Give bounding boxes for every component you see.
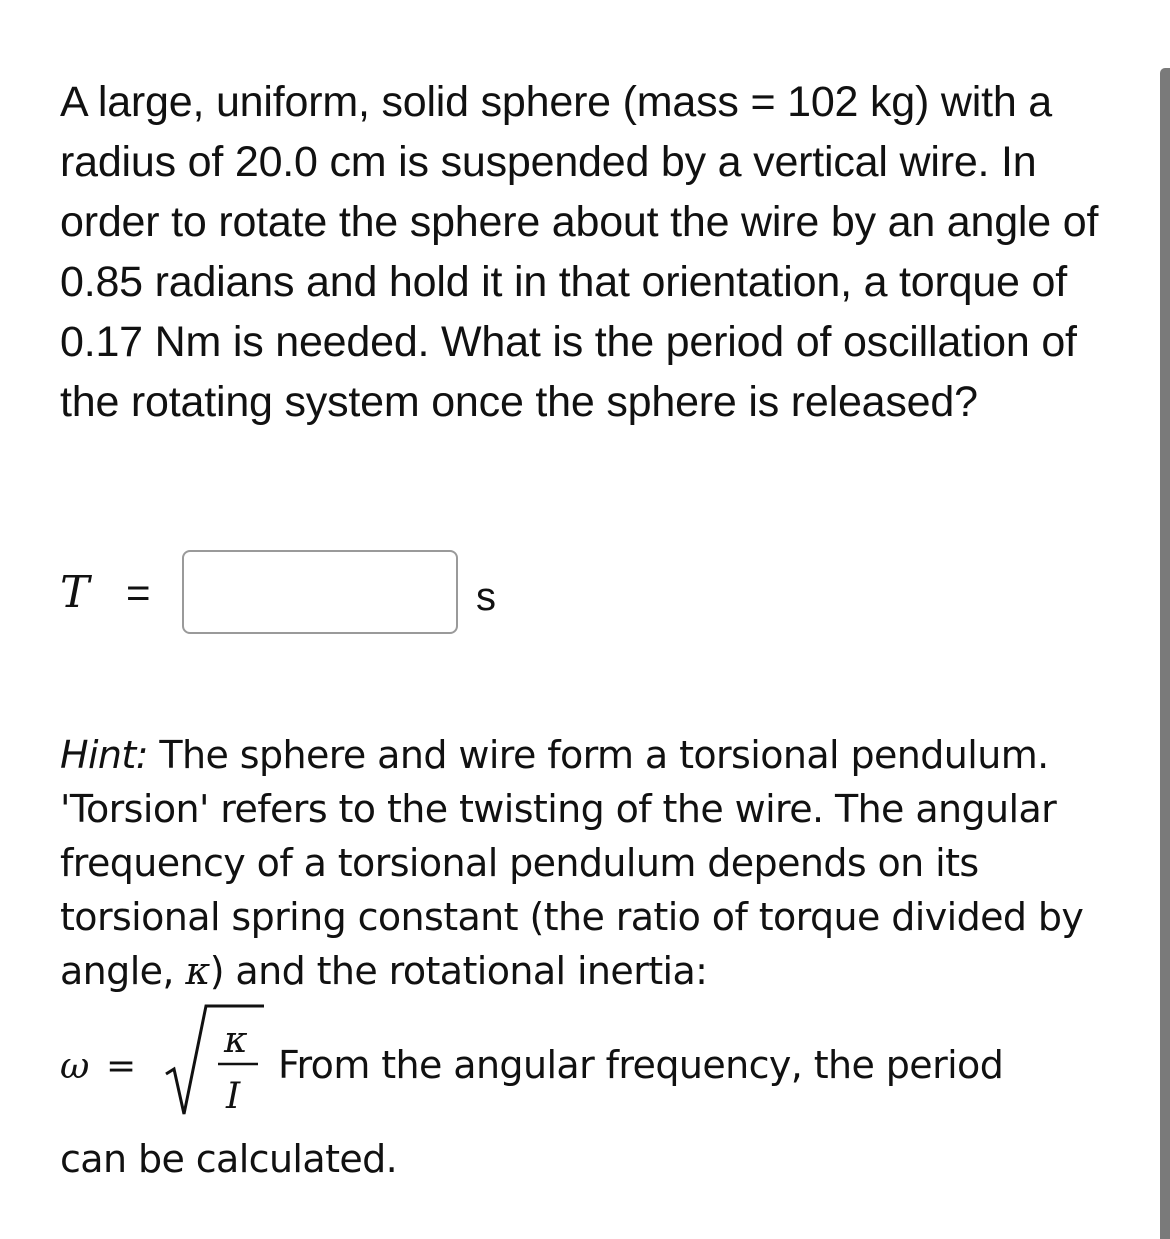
formula-row [60, 1000, 1140, 1130]
answer-row [60, 550, 660, 640]
equals-sign: = [126, 569, 151, 616]
period-answer-input[interactable] [182, 550, 458, 634]
hint-text-part-1: The sphere and wire form a torsional pendulum. 'Torsion' refers to the twisting of the wire. The angular frequency of a torsional pendulum depends on its torsional spring constant (the ratio of torque divided by angle, [60, 733, 1084, 993]
fraction-denominator-inertia: I [226, 1076, 241, 1117]
kappa-symbol: κ [185, 949, 210, 993]
hint-after-formula: From the angular frequency, the period [278, 1043, 1004, 1087]
question-text: A large, uniform, solid sphere (mass = 102 kg) with a radius of 20.0 cm is suspended by a vertical wire. In order to rotate the sphere about the wire by an angle of 0.85 radians and hold it in that orientation, a torque of 0.17 Nm is needed. What is the period of oscillation of the rotating system once the sphere is released? [60, 78, 1099, 426]
hint-paragraph [60, 728, 1130, 998]
hint-label: Hint: [60, 733, 148, 777]
angular-frequency-formula [60, 1000, 275, 1130]
period-variable: T [60, 567, 90, 618]
hint-text-part-2: ) and the rotational inertia: [209, 949, 708, 993]
hint-closing-text: can be calculated. [60, 1137, 398, 1181]
square-root-sign [166, 1006, 264, 1114]
omega-symbol: ω [60, 1046, 90, 1087]
fraction-numerator-kappa: κ [224, 1020, 248, 1061]
unit-label: s [476, 575, 496, 619]
scrollbar[interactable] [1160, 68, 1170, 1239]
formula-equals: = [106, 1046, 137, 1087]
